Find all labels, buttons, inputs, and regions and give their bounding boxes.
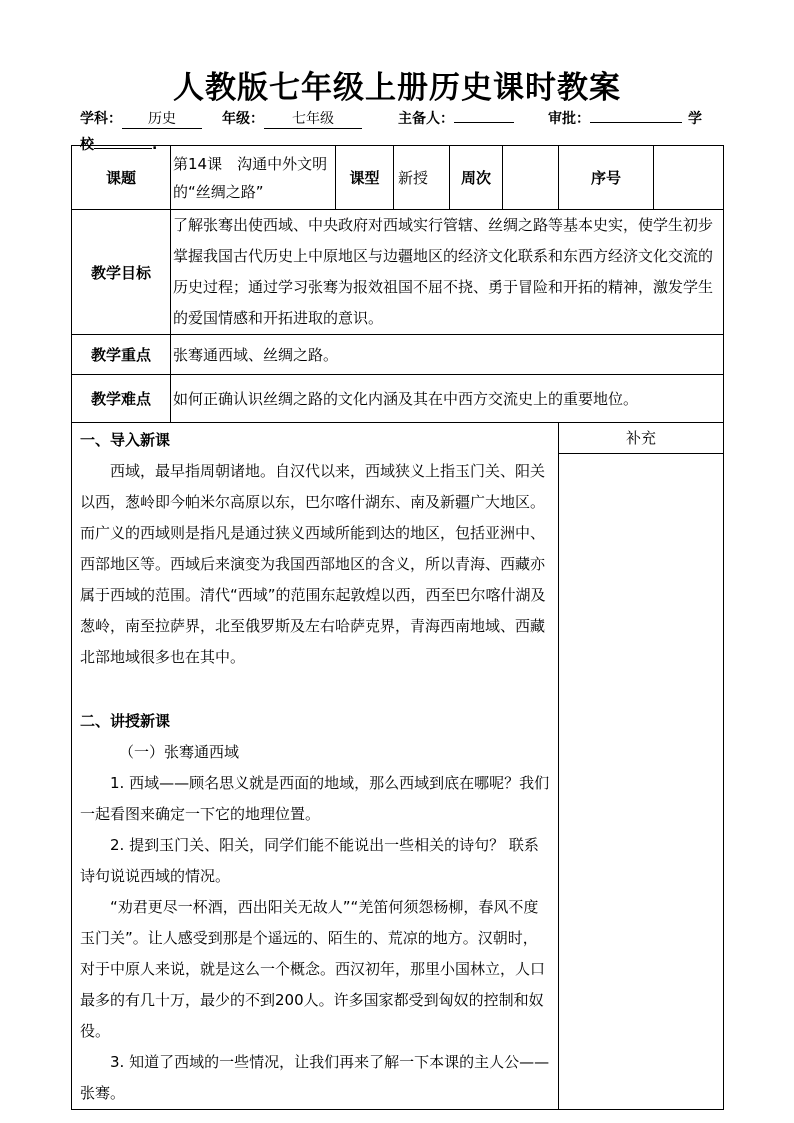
key-points-label: 教学重点 [72,335,171,375]
document-title: 人教版七年级上册历史课时教案 [173,70,621,106]
supplement-label: 补充 [559,423,723,454]
subsection1-title: （一）张骞通西域 [119,743,240,761]
section1-title: 一、导入新课 [80,431,171,449]
item2-text: 2. 提到玉门关、阳关，同学们能不能说出一些相关的诗句？ 联系诗句说说西域的情况。 [80,836,539,885]
key-points-text: 张骞通西域、丝绸之路。 [171,335,724,375]
difficulties-label: 教学难点 [72,375,171,423]
approver-label: 审批： [548,111,590,127]
type-label: 课型 [336,146,394,210]
approver-value [590,104,682,123]
school-label-2: 校 [80,137,94,153]
section2-title: 二、讲授新课 [80,712,171,730]
lesson-plan-table [71,145,724,1110]
topic-label: 课题 [72,146,171,210]
week-value [503,146,559,210]
type-value: 新授 [394,146,450,210]
item2-detail-text: “劝君更尽一杯酒，西出阳关无故人”“羌笛何须怨杨柳，春风不度玉门关”。让人感受到那是个遥远的、陌生的、荒凉的地方。汉朝时，对于中原人来说，就是这么一个概念。西汉初年，那里小国林立，人口最多的有几十万，最少的不到200人。许多国家都受到匈奴的控制和奴役。 [80,898,546,1040]
school-label-1: 学 [688,111,702,127]
grade-label: 年级： [222,111,264,127]
grade-value: 七年级 [264,110,362,129]
school-end: . [152,137,158,153]
item1-text: 1. 西域——顾名思义就是西面的地域，那么西域到底在哪呢？我们一起看图来确定一下它的地理位置。 [80,774,550,823]
objectives-label: 教学目标 [72,210,171,335]
seq-label: 序号 [559,146,654,210]
preparer-label: 主备人： [398,111,454,127]
topic-value: 第14课 沟通中外文明的“丝绸之路” [171,146,336,210]
lesson-body-row [72,423,724,1110]
objectives-text: 了解张骞出使西域、中央政府对西域实行管辖、丝绸之路等基本史实，使学生初步掌握我国古代历史上中原地区与边疆地区的经济文化联系和东西方经济文化交流的历史过程；通过学习张骞为报效祖国不屈不挠、勇于冒险和开拓的精神，激发学生的爱国情感和开拓进取的意识。 [171,210,724,335]
supplement-column [559,423,724,1110]
objectives-row [72,210,724,335]
seq-value [654,146,724,210]
lesson-body [72,423,559,1110]
week-label: 周次 [450,146,503,210]
subject-label: 学科： [80,111,122,127]
difficulties-row [72,375,724,423]
preparer-value [454,104,514,123]
item3-text: 3. 知道了西域的一些情况，让我们再来了解一下本课的主人公——张骞。 [80,1053,550,1102]
subject-value: 历史 [122,110,202,129]
difficulties-text: 如何正确认识丝绸之路的文化内涵及其在中西方交流史上的重要地位。 [171,375,724,423]
header-row [72,146,724,210]
key-points-row [72,335,724,375]
section1-text: 西域，最早指周朝诸地。自汉代以来，西域狭义上指玉门关、阳关以西，葱岭即今帕米尔高原以东，巴尔喀什湖东、南及新疆广大地区。而广义的西域则是指凡是通过狭义西域所能到达的地区，包括亚洲中、西部地区等。西域后来演变为我国西部地区的含义，所以青海、西藏亦属于西域的范围。清代“西域”的范围东起敦煌以西，西至巴尔喀什湖及葱岭，南至拉萨界，北至俄罗斯及左右哈萨克界，青海西南地域、西藏北部地域很多也在其中。 [80,462,546,666]
